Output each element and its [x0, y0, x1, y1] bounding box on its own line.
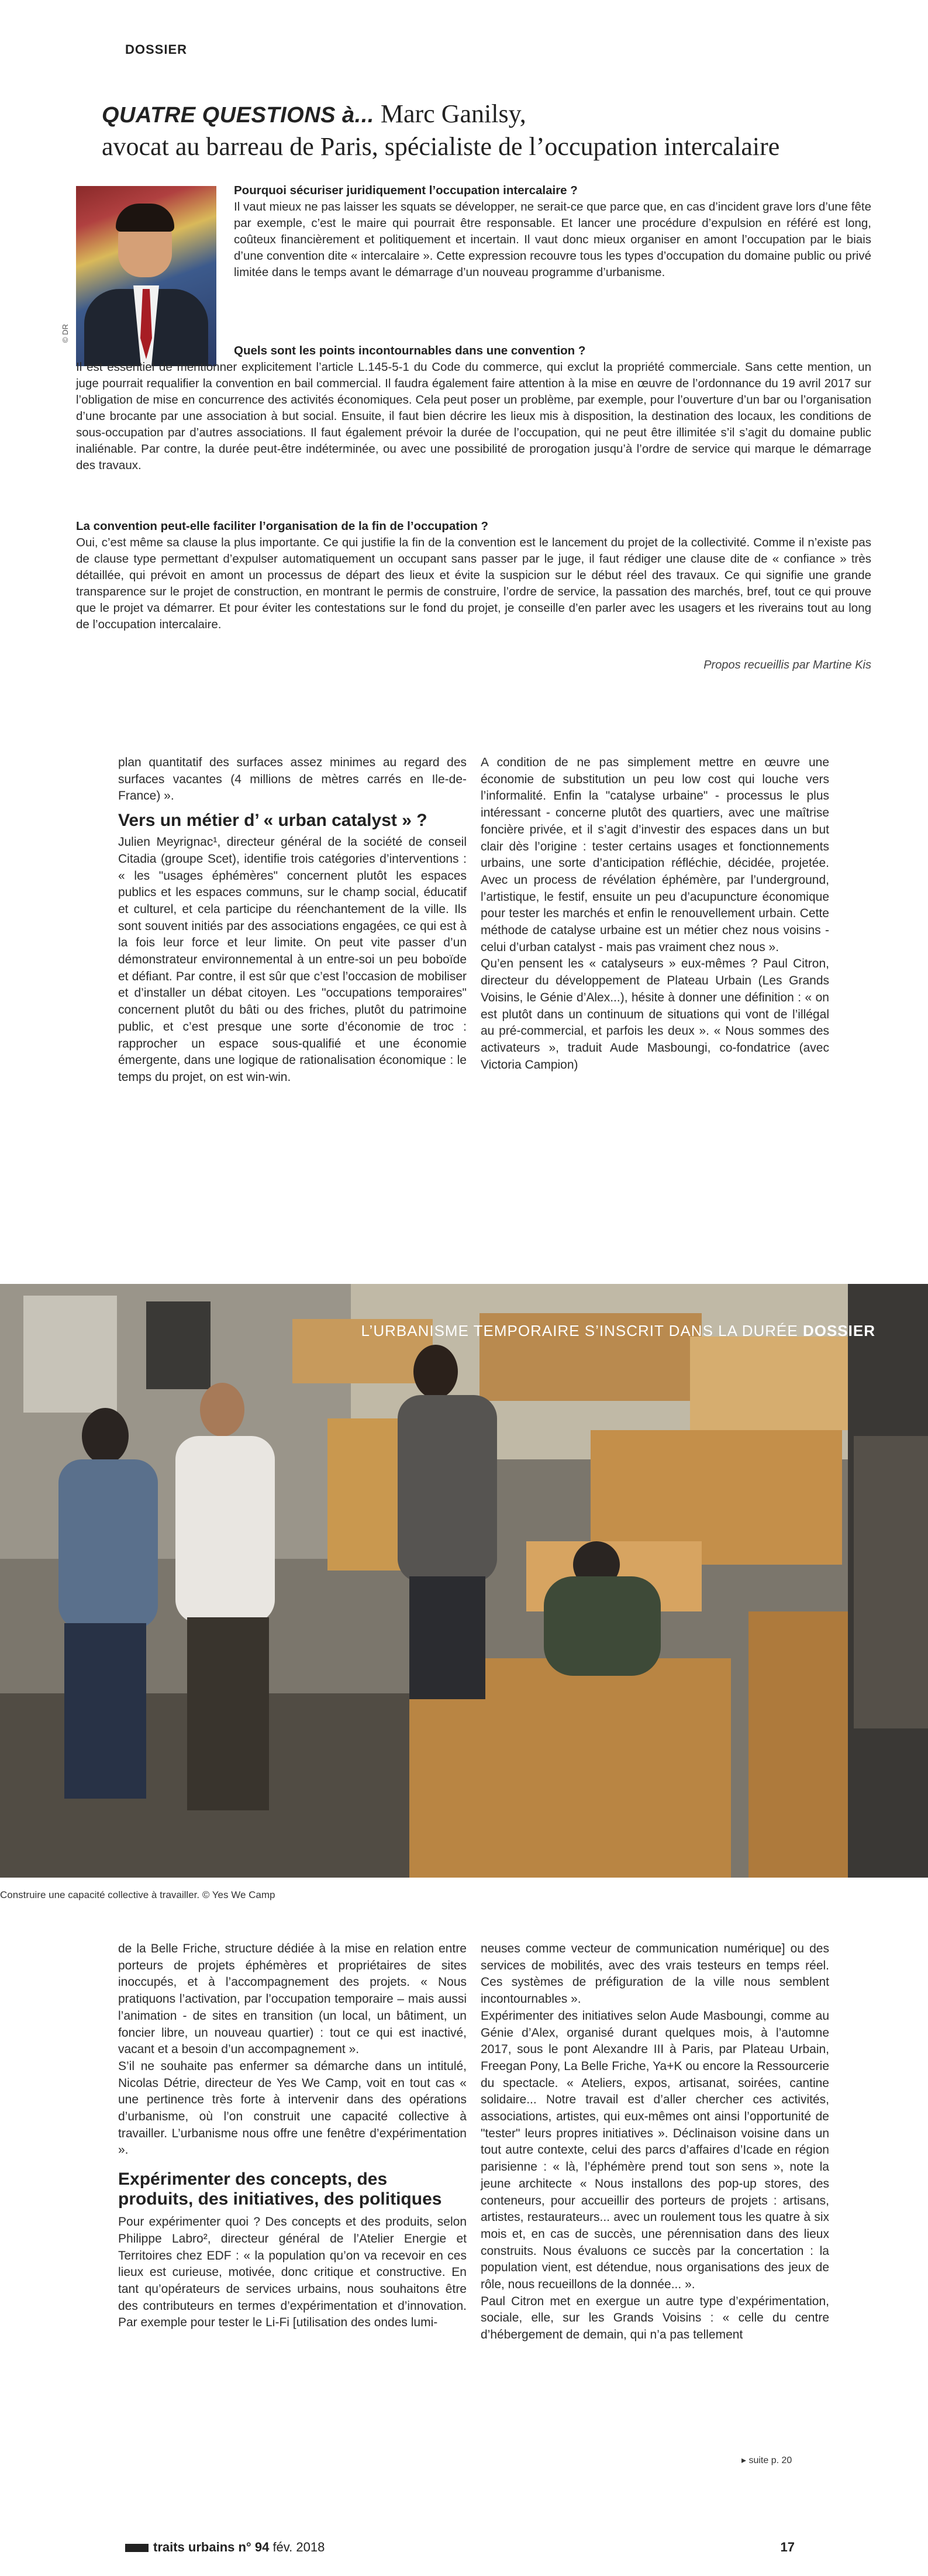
page-number: 17	[780, 2540, 795, 2554]
title-name: Marc Ganilsy,	[380, 99, 526, 128]
qa-item-1	[234, 182, 871, 281]
section-tag: DOSSIER	[125, 42, 188, 57]
portrait-photo	[76, 186, 216, 366]
article-column-lower-right	[481, 1941, 829, 2344]
continued-note: ▸ suite p. 20	[741, 2456, 792, 2465]
footer-bar-icon	[125, 2544, 149, 2552]
page-title	[102, 98, 862, 163]
paragraph: Pour expérimenter quoi ? Des concepts et des produits, selon Philippe Labro², directeur général de l’Atelier Energie et Territoires chez EDF : « la population qu’on va recevoir en ces lieux est curieuse, motivée, donc critique et constructive. En tant qu’opérateurs de services urbains, nous souhaitons être des contributeurs en termes d’expérimentation et d’innovation. Par exemple pour tester le Li-Fi [utilisation des ondes lumi-	[118, 2215, 467, 2330]
qa-question: Quels sont les points incontournables dans une convention ?	[234, 344, 586, 357]
title-lead: QUATRE QUESTIONS à...	[102, 103, 374, 128]
footer-magazine	[125, 2540, 325, 2555]
photo-running-header	[361, 1322, 875, 1340]
photo-caption: Construire une capacité collective à travailler. © Yes We Camp	[0, 1889, 275, 1900]
qa-item-3	[76, 518, 871, 633]
paragraph: plan quantitatif des surfaces assez minimes au regard des surfaces vacantes (4 millions de mètres carrés en Ile-de-France) ».	[118, 756, 467, 803]
paragraph: Paul Citron met en exergue un autre type d’expérimentation, sociale, elle, sur les Grands Voisins : « celle du centre d’hébergement de demain, qui n’a pas tellement	[481, 2294, 829, 2342]
issue-date: fév. 2018	[272, 2540, 325, 2554]
section-heading: Vers un métier d’ « urban catalyst » ?	[118, 811, 427, 831]
qa-answer-2	[76, 359, 871, 474]
qa-answer: Il vaut mieux ne pas laisser les squats se développer, ne serait-ce que parce que, en cas d’incident grave lors d’une fête par exemple, c’est le maire qui pourrait être responsable. Et lancer une procédure d’expulsion en référé est long, coûteux financièrement et politiquement et incertain. Il vaut donc mieux organiser en amont l’occupation par le biais d’une convention dite « intercalaire ». Cette expression recouvre tous les types d’occupation du domaine public ou privé limitée dans le temps avant le démarrage d’un nouveau programme d’urbanisme.	[234, 200, 871, 279]
photo-illustration	[0, 1284, 928, 1878]
article-column-upper-left	[118, 755, 467, 1086]
running-header-text: L’URBANISME TEMPORAIRE S’INSCRIT DANS LA DURÉE	[361, 1322, 798, 1339]
paragraph: de la Belle Friche, structure dédiée à la mise en relation entre porteurs de projets éphémères et propriétaires de sites inoccupés, et à l’accompagnement des projets. « Nous pratiquons l’activation, par l’occupation temporaire – mais aussi l’animation - de sites en transition (un local, un bâtiment, un foncier libre, un nouveau quartier) : tout ce qui est inactivé, vacant et a besoin d’un accompagnement ».	[118, 1942, 467, 2057]
title-subtitle: avocat au barreau de Paris, spécialiste de l’occupation intercalaire	[102, 132, 780, 161]
workshop-photo	[0, 1284, 928, 1878]
paragraph: neuses comme vecteur de communication numérique] ou des services de mobilités, avec des vrais testeurs en temps réel. Ces systèmes de préfiguration de la ville nous semblent incontournables ».	[481, 1942, 829, 2006]
paragraph: S’il ne souhaite pas enfermer sa démarche dans un intitulé, Nicolas Détrie, directeur de Yes We Camp, voit en tout cas « une pertinence très forte à intervenir dans des opérations d’urbanisme, où l’on construit une capacité collective à travailler. L’urbanisme nous offre une fenêtre d’expérimentation ».	[118, 2059, 467, 2157]
running-header-tag: DOSSIER	[802, 1322, 875, 1339]
qa-question: Pourquoi sécuriser juridiquement l’occupation intercalaire ?	[234, 184, 578, 197]
qa-item-2	[234, 343, 871, 359]
paragraph: Qu’en pensent les « catalyseurs » eux-mêmes ? Paul Citron, directeur du développement de Plateau Urbain (Les Grands Voisins, le Génie d’Alex...), hésite à donner une définition : « on est plutôt dans un continuum de situations qui vont de l’illégal au pré-commercial, et parfois les deux ». « Nous sommes des activateurs », traduit Aude Masboungi, co-fondatrice (avec Victoria Campion)	[481, 957, 829, 1072]
section-heading: Expérimenter des concepts, des produits, des initiatives, des politiques	[118, 2169, 442, 2209]
article-column-upper-right	[481, 755, 829, 1073]
article-column-lower-left	[118, 1941, 467, 2332]
paragraph: Expérimenter des initiatives selon Aude Masboungi, comme au Génie d’Alex, organisé durant quelques mois, à l’automne 2017, sous le pont Alexandre III à Paris, par Plateau Urbain, Freegan Pony, La Belle Friche, Ya+K ou encore la Ressourcerie du spectacle. « Ateliers, expos, artisanat, soirées, cantine solidaire... Notre travail est d’aller chercher ces activités, associations, artistes, qui eux-mêmes ont ainsi l’opportunité de "tester" leurs propres initiatives ». Déclinaison voisine dans un tout autre contexte, celui des parcs d’affaires d’Icade en région parisienne : « là, l’éphémère prend tout son sens », note la jeune architecte « Nous installons des pop-up stores, des conteneurs, pour accueillir des porteurs de projets : artisans, artistes, restaurateurs... avec un roulement tous les quatre à six mois et, en cas de succès, une pérennisation dans des lieux construits. Nous évaluons ce succès par la concertation : la population vient, est détendue, nous organisations des jeux de rôle, nous recueillons de la donnée... ».	[481, 2009, 829, 2292]
qa-answer: Oui, c’est même sa clause la plus importante. Ce qui justifie la fin de la convention est le lancement du projet de la collectivité. Comme il n’existe pas de clause type permettant d’expulser automatiquement un occupant sans passer par le juge, il faut rédiger une clause dite de « confiance » très détaillée, qui prévoit en amont un processus de départ des lieux et évite la suspicion sur le début réel des travaux. Ce qui signifie une grande transparence sur le projet de construction, en montrant le permis de construire, l’ordre de service, la passation des marchés, bref, tout ce qui prouve que le projet va démarrer. Et pour éviter les contestations sur le fond du projet, je conseille d’en parler avec les usagers et les riverains tout au long de l’occupation intercalaire.	[76, 536, 871, 631]
magazine-issue: traits urbains n° 94	[153, 2540, 270, 2554]
paragraph: Julien Meyrignac¹, directeur général de la société de conseil Citadia (groupe Scet), identifie trois catégories d’interventions : « les "usages éphémères" concernent plutôt les espaces publics et les espaces communs, sur le champ social, éducatif et culturel, et cela participe du réenchantement de la ville. Ils sont souvent initiés par des associations engagées, ce qui est à la fois leur force et leur limite. On peut vite passer d’un démonstrateur environnemental à un entre-soi un peu boboïde et défiant. Par contre, il est sûr que c’est l’occasion de mobiliser et d’installer un débat citoyen. Les "occupations temporaires" concernent plutôt du bâti ou des friches, plutôt du patrimoine public, et c’est presque une sorte d’économie de troc : rapprocher un espace sous-qualifié et une économie émergente, dans une logique de rationalisation économique : le temps du projet, on est win-win.	[118, 835, 467, 1084]
photo-credit: © DR	[61, 324, 70, 343]
qa-answer: Il est essentiel de mentionner explicitement l’article L.145-5-1 du Code du commerce, qui exclut la propriété commerciale. Sans cette mention, un juge pourrait requalifier la convention en bail commercial. Il faudra également faire attention à la mise en œuvre de l’ordonnance du 19 avril 2017 sur l’obligation de mise en concurrence des activités économiques. Cela peut poser un problème, par exemple, pour l’ouverture d’un bar ou l’organisation d’une brocante par une association à but social. Ensuite, il faut bien décrire les lieux mis à disposition, la destination des locaux, les conditions de sous-occupation par d’autres associations. Il faut également prévoir la durée de l’occupation, qui ne peut être illimitée s’il s’agit du domaine public inaliénable. Par contre, la durée peut-être indéterminée, ou avec une possibilité de prorogation jusqu’à l’ordre de service qui marque le démarrage des travaux.	[76, 360, 871, 472]
signature: Propos recueillis par Martine Kis	[703, 659, 871, 671]
paragraph: A condition de ne pas simplement mettre en œuvre une économie de substitution un peu low cost qui louche vers l’informalité. Enfin la "catalyse urbaine" - processus le plus intéressant - concerne plutôt des quartiers, avec une maîtrise foncière privée, et il s’agit d’investir des espaces dans un but clair dès l’origine : tester certains usages et fonctionnements urbains, une sorte d’anticipation réfléchie, décidée, projetée. Avec un process de révélation éphémère, par l’underground, l’artistique, le festif, ensuite un peu d’acupuncture économique pour tester les marchés et enfin le renouvellement urbain. Cette méthode de catalyse urbaine est un métier chez nous voisins - celui d’urban catalyst - mais pas vraiment chez nous ».	[481, 756, 829, 954]
qa-question: La convention peut-elle faciliter l’organisation de la fin de l’occupation ?	[76, 519, 489, 533]
